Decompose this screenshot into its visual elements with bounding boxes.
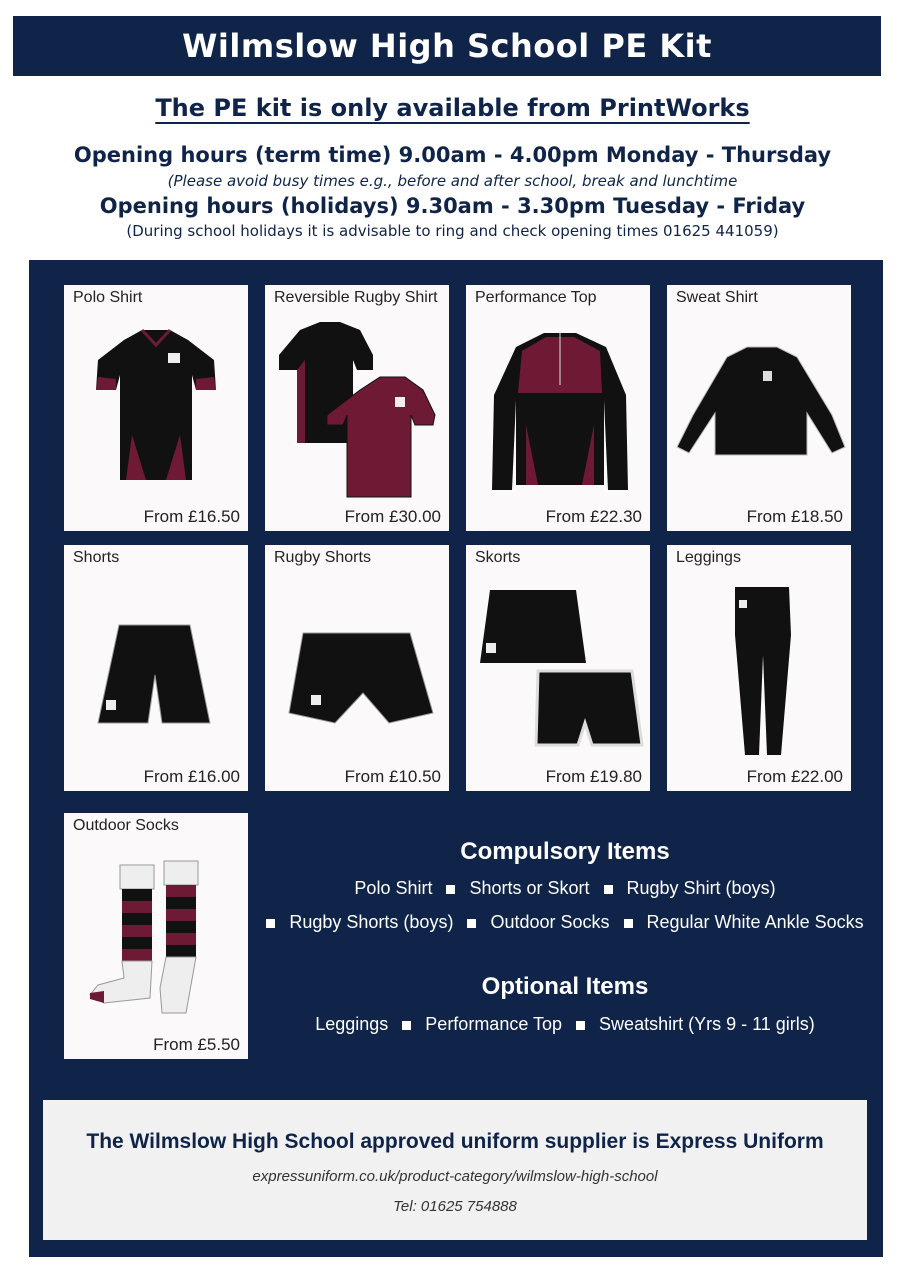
polo-shirt-icon — [64, 285, 248, 531]
rugby-shorts-icon — [265, 545, 449, 791]
compulsory-item: Rugby Shirt (boys) — [626, 878, 776, 898]
optional-title: Optional Items — [481, 973, 649, 1000]
product-card-polo-shirt — [64, 285, 248, 531]
product-card-shorts — [64, 545, 248, 791]
product-card-rugby-shorts — [265, 545, 449, 791]
compulsory-line-2 — [255, 912, 875, 933]
shorts-icon — [64, 545, 248, 791]
product-name: Reversible Rugby Shirt — [274, 289, 438, 306]
optional-item: Performance Top — [425, 1014, 563, 1034]
optional-line — [265, 1014, 865, 1035]
term-hours: Opening hours (term time) 9.00am - 4.00pm Monday - Thursday — [73, 143, 832, 167]
compulsory-line-1 — [265, 878, 865, 899]
term-note: (Please avoid busy times e.g., before and after school, break and lunchtime — [167, 172, 738, 190]
product-price: From £22.00 — [746, 767, 843, 786]
bullet-square-icon — [604, 885, 613, 894]
product-name: Rugby Shorts — [274, 549, 371, 566]
product-card-outdoor-socks — [64, 813, 248, 1059]
performance-top-icon — [466, 285, 650, 531]
holiday-hours: Opening hours (holidays) 9.30am - 3.30pm Tuesday - Friday — [99, 194, 806, 218]
product-card-skorts — [466, 545, 650, 791]
product-price: From £30.00 — [344, 507, 441, 526]
supplier-phone: Tel: 01625 754888 — [393, 1198, 517, 1215]
socks-icon — [64, 813, 248, 1059]
bullet-square-icon — [402, 1021, 411, 1030]
printworks-subtitle — [0, 94, 905, 122]
compulsory-item: Rugby Shorts (boys) — [289, 912, 454, 932]
bullet-square-icon — [266, 919, 275, 928]
supplier-box — [43, 1100, 867, 1240]
product-name: Outdoor Socks — [73, 817, 179, 834]
bullet-square-icon — [576, 1021, 585, 1030]
product-name: Sweat Shirt — [676, 289, 758, 306]
optional-item: Sweatshirt (Yrs 9 - 11 girls) — [599, 1014, 815, 1034]
product-name: Skorts — [475, 549, 521, 566]
product-price: From £16.00 — [143, 767, 240, 786]
compulsory-title: Compulsory Items — [460, 838, 670, 865]
product-name: Leggings — [676, 549, 741, 566]
skorts-icon — [466, 545, 650, 791]
leggings-icon — [667, 545, 851, 791]
product-price: From £18.50 — [746, 507, 843, 526]
bullet-square-icon — [467, 919, 476, 928]
product-card-leggings — [667, 545, 851, 791]
product-name: Shorts — [73, 549, 120, 566]
sock-right — [160, 861, 198, 1013]
compulsory-item: Regular White Ankle Socks — [646, 912, 864, 932]
product-price: From £19.80 — [545, 767, 642, 786]
bullet-square-icon — [624, 919, 633, 928]
product-card-performance-top — [466, 285, 650, 531]
page-title: Wilmslow High School PE Kit — [13, 16, 881, 76]
product-name: Performance Top — [475, 289, 597, 306]
compulsory-item: Polo Shirt — [354, 878, 433, 898]
rugby-shirt-icon — [265, 285, 449, 531]
product-card-reversible-rugby-shirt — [265, 285, 449, 531]
product-price: From £22.30 — [545, 507, 642, 526]
bullet-square-icon — [446, 885, 455, 894]
product-card-sweat-shirt — [667, 285, 851, 531]
supplier-title: The Wilmslow High School approved uniform supplier is Express Uniform — [86, 1130, 824, 1153]
compulsory-item: Outdoor Socks — [490, 912, 610, 932]
subtitle-text: The PE kit is only available from PrintWorks — [155, 94, 750, 122]
product-name: Polo Shirt — [73, 289, 143, 306]
product-price: From £16.50 — [143, 507, 240, 526]
sweat-shirt-icon — [667, 285, 851, 531]
compulsory-item: Shorts or Skort — [469, 878, 590, 898]
optional-item: Leggings — [315, 1014, 389, 1034]
product-price: From £10.50 — [344, 767, 441, 786]
supplier-url[interactable]: expressuniform.co.uk/product-category/wilmslow-high-school — [252, 1168, 658, 1185]
sock-left — [90, 865, 154, 1003]
holiday-note: (During school holidays it is advisable to ring and check opening times 01625 441059) — [126, 222, 779, 240]
product-price: From £5.50 — [153, 1035, 240, 1054]
